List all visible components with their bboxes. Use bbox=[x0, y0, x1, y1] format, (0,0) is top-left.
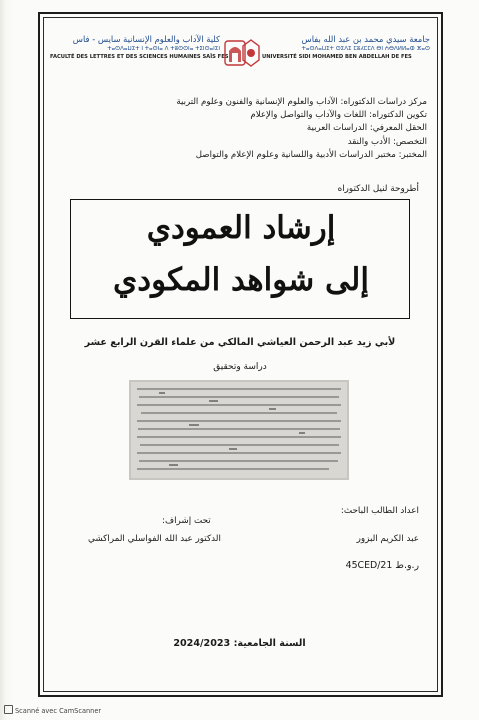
university-emblem-icon bbox=[240, 38, 262, 68]
program-info bbox=[57, 96, 427, 162]
thesis-label: أطروحة لنيل الدكتوراه bbox=[337, 184, 419, 194]
manuscript-image bbox=[129, 380, 349, 480]
student-label: اعداد الطالب الباحث: bbox=[340, 506, 419, 516]
university-name-arabic: جامعة سيدي محمد بن عبد الله بفاس bbox=[301, 34, 430, 44]
title-line-2: إلى شواهد المكودي bbox=[113, 262, 369, 298]
laboratory-line: المختبر: مختبر الدراسات الأدبية واللسانية وعلوم الإعلام والتواصل bbox=[195, 149, 427, 160]
university-logo bbox=[262, 34, 430, 61]
doctoral-training-line: تكوين الدكتوراه: اللغات والآداب والتواصل والإعلام bbox=[250, 110, 427, 121]
scanner-watermark bbox=[4, 705, 101, 715]
faculty-logo bbox=[50, 34, 229, 61]
university-name-french: UNIVERSITÉ SIDI MOHAMED BEN ABDELLAH DE FES bbox=[262, 54, 412, 60]
title-box bbox=[70, 199, 410, 319]
specialty-line: التخصص: الأدب والنقد bbox=[347, 136, 427, 147]
registration-code: ر.و.ط 45CED/21 bbox=[345, 560, 419, 571]
field-line: الحقل المعرفي: الدراسات العربية bbox=[306, 123, 427, 134]
faculty-name-french: FACULTÉ DES LETTRES ET DES SCIENCES HUMAINES SAÏS FES bbox=[50, 54, 229, 60]
academic-year: السنة الجامعية: 2024/2023 bbox=[173, 638, 306, 649]
author-subtitle: لأبي زيد عبد الرحمن العياشي المالكي من علماء القرن الرابع عشر bbox=[84, 337, 396, 348]
university-name-tifinagh: ⵜⴰⵙⴷⴰⵡⵉⵜ ⵙⵉⴷⵉ ⵎⵓⵃⵎⵎⴷ ⴱⵏ ⵄⴱⴷⵍⵍⴰⵀ ⴼⴰⵙ bbox=[301, 46, 430, 52]
camscanner-icon bbox=[4, 705, 13, 714]
supervisor-label: تحت إشراف: bbox=[162, 516, 211, 526]
doctoral-center-line: مركز دراسات الدكتوراه: الآداب والعلوم الإنسانية والفنون وعلوم التربية bbox=[176, 97, 427, 107]
scanner-text: Scanné avec CamScanner bbox=[15, 707, 102, 715]
supervisor-name: الدكتور عبد الله الفواسلي المراكشي bbox=[88, 534, 221, 544]
faculty-name-arabic: كلية الآداب والعلوم الإنسانية سايس - فاس bbox=[72, 34, 220, 44]
title-line-1: إرشاد العمودي bbox=[146, 210, 336, 246]
study-label: دراسة وتحقيق bbox=[213, 362, 267, 372]
faculty-name-tifinagh: ⵜⴰⵙⴷⴰⵡⵉⵜ ⵏ ⵜⴰⵙⵏⴰ ⴷ ⵜⵓⵙⵙⵏⴰ ⵜⵉⵏⵙⴰⵏⵉⵏ bbox=[107, 46, 220, 52]
student-name: عبد الكريم البزور bbox=[356, 534, 419, 544]
